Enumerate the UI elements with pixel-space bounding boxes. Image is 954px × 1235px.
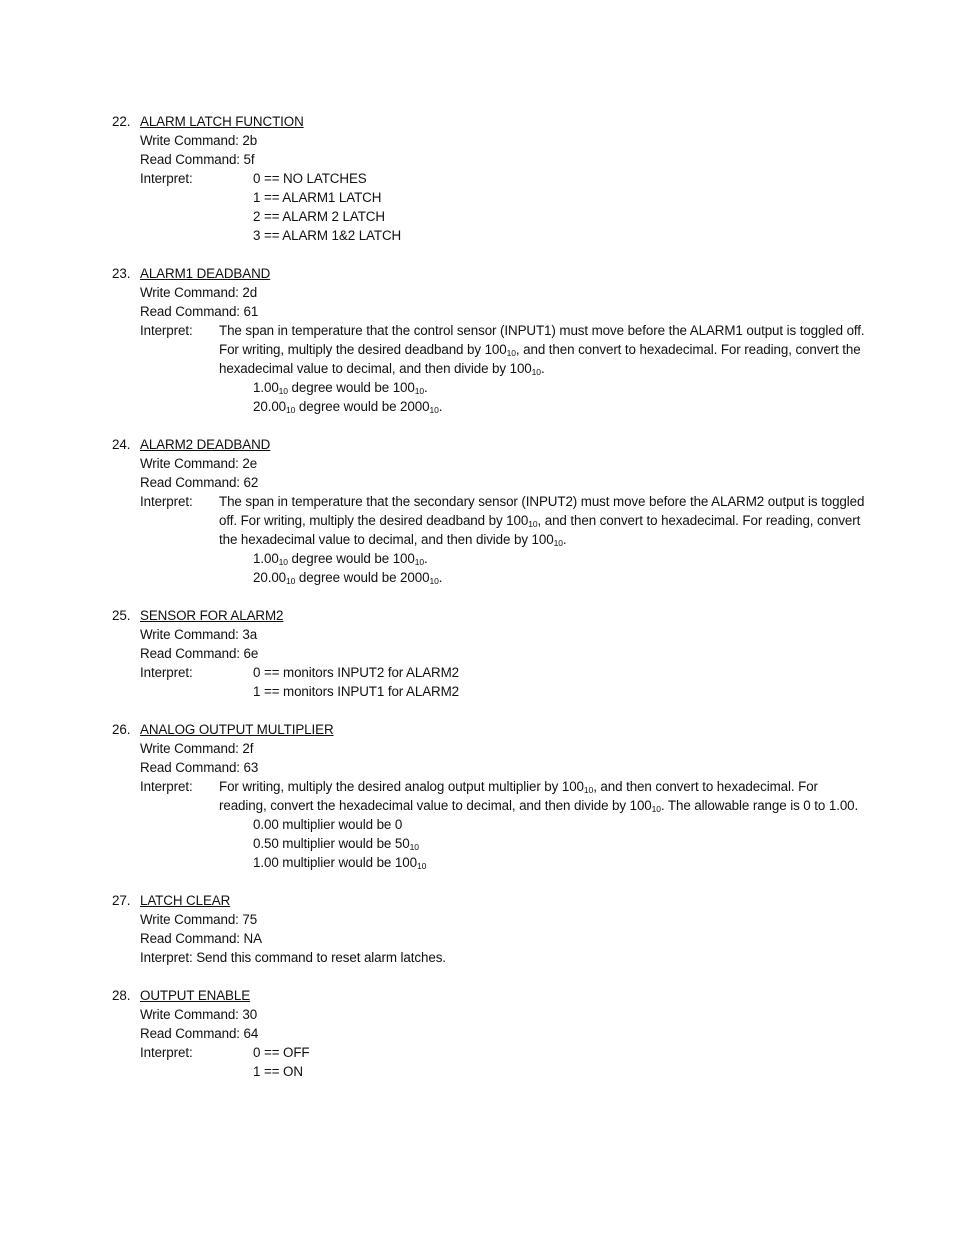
- write-command: Write Command: 75: [140, 912, 258, 927]
- interpret-label: Interpret:: [140, 665, 193, 680]
- example-line: 0.00 multiplier would be 0: [253, 817, 403, 832]
- item-number: 27.: [112, 893, 131, 908]
- read-command: Read Command: NA: [140, 931, 262, 946]
- example-line: $20.00_{10}$ degree would be $2000_{10}$.: [253, 570, 443, 586]
- command-item-24: [0, 435, 954, 587]
- option-line: 2 == ALARM 2 LATCH: [253, 209, 385, 224]
- interpret-label: Interpret:: [140, 779, 193, 794]
- read-command: Read Command: 61: [140, 304, 259, 319]
- read-command: Read Command: 62: [140, 475, 259, 490]
- interpret-label: Interpret:: [140, 171, 193, 186]
- item-number: 22.: [112, 114, 131, 129]
- read-command: Read Command: 5f: [140, 152, 255, 167]
- option-line: 1 == monitors INPUT1 for ALARM2: [253, 684, 460, 699]
- write-command: Write Command: 2d: [140, 285, 258, 300]
- write-command: Write Command: 2f: [140, 741, 254, 756]
- write-command: Write Command: 2b: [140, 133, 258, 148]
- write-command: Write Command: 2e: [140, 456, 258, 471]
- command-item-25: [0, 606, 954, 701]
- command-item-28: [0, 986, 954, 1081]
- item-number: 25.: [112, 608, 131, 623]
- option-line: 3 == ALARM 1&2 LATCH: [253, 228, 402, 243]
- example-line: 1.00 multiplier would be $100_{10}$: [253, 855, 427, 871]
- item-number: 26.: [112, 722, 131, 737]
- item-title: ALARM LATCH FUNCTION: [140, 114, 304, 129]
- item-title: ANALOG OUTPUT MULTIPLIER: [140, 722, 334, 737]
- read-command: Read Command: 63: [140, 760, 259, 775]
- item-number: 28.: [112, 988, 131, 1003]
- example-line: $20.00_{10}$ degree would be $2000_{10}$.: [253, 399, 443, 415]
- interpret-paragraph: The span in temperature that the secondary sensor (INPUT2) must move before the ALARM2 output is toggled off. For writing, multiply the desired deadband by $100_{10}$, and then convert to hexadecimal. For reading, convert the hexadecimal value to decimal, and then divide by $100_{10}$.: [219, 494, 865, 548]
- interpret-label: Interpret:: [140, 1045, 193, 1060]
- item-title: ALARM2 DEADBAND: [140, 437, 271, 452]
- item-title: LATCH CLEAR: [140, 893, 231, 908]
- command-item-23: [0, 264, 954, 416]
- write-command: Write Command: 3a: [140, 627, 258, 642]
- command-item-22: [0, 112, 954, 245]
- interpret-paragraph: For writing, multiply the desired analog output multiplier by $100_{10}$, and then convert to hexadecimal. For reading, convert the hexadecimal value to decimal, and then divide by $100_{10}$. The allowable range is 0 to 1.00.: [219, 779, 859, 814]
- command-item-27: [0, 891, 954, 967]
- item-title: OUTPUT ENABLE: [140, 988, 251, 1003]
- interpret-text: Interpret: Send this command to reset alarm latches.: [140, 950, 446, 965]
- write-command: Write Command: 30: [140, 1007, 258, 1022]
- example-line: $1.00_{10}$ degree would be $100_{10}$.: [253, 551, 428, 567]
- item-title: ALARM1 DEADBAND: [140, 266, 271, 281]
- interpret-label: Interpret:: [140, 494, 193, 509]
- item-number: 24.: [112, 437, 131, 452]
- example-line: 0.50 multiplier would be $50_{10}$: [253, 836, 419, 852]
- read-command: Read Command: 64: [140, 1026, 259, 1041]
- option-line: 1 == ON: [253, 1064, 303, 1079]
- document-page: [0, 112, 954, 1100]
- example-line: $1.00_{10}$ degree would be $100_{10}$.: [253, 380, 428, 396]
- option-line: 0 == monitors INPUT2 for ALARM2: [253, 665, 460, 680]
- command-item-26: [0, 720, 954, 872]
- item-title: SENSOR FOR ALARM2: [140, 608, 284, 623]
- option-line: 0 == OFF: [253, 1045, 310, 1060]
- option-line: 1 == ALARM1 LATCH: [253, 190, 382, 205]
- interpret-paragraph: The span in temperature that the control sensor (INPUT1) must move before the ALARM1 output is toggled off. For writing, multiply the desired deadband by $100_{10}$, and then convert to hexadecimal. For reading, convert the hexadecimal value to decimal, and then divide by $100_{10}$.: [219, 323, 865, 377]
- interpret-label: Interpret:: [140, 323, 193, 338]
- item-number: 23.: [112, 266, 131, 281]
- read-command: Read Command: 6e: [140, 646, 259, 661]
- option-line: 0 == NO LATCHES: [253, 171, 367, 186]
